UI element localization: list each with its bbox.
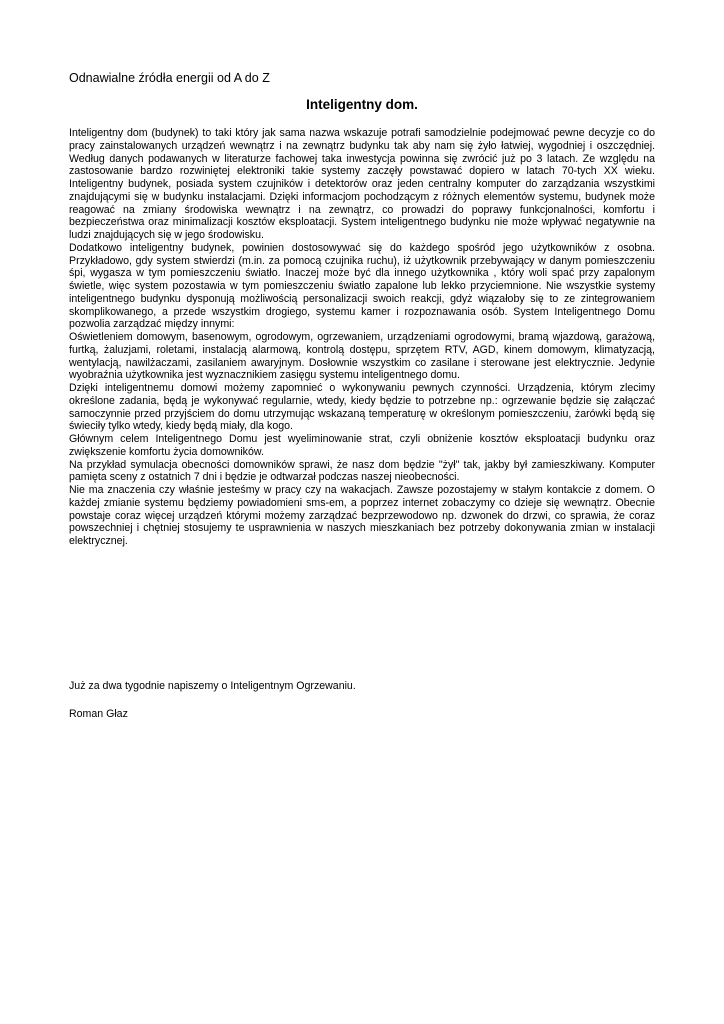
paragraph-personalization: Dodatkowo inteligentny budynek, powinien dostosowywać się do każdego spośród jego użytkowników z osobna. Przykładowo, gdy system stwierdzi (m.in. za pomocą czujnika ruchu), iż użytkownik przebywający w danym pomieszczeniu śpi, wygasza w tym pomieszczeniu światło. Inaczej może być dla innego użytkownika , który woli spać przy zapalonym świetle, więc system pozostawia w tym pomieszczeniu światło zapalone lub lekko przyciemnione. Nie wszystkie systemy inteligentnego budynku dysponują możliwością personalizacji swoich reakcji, gdyż wiązałoby się to ze zintegrowaniem skomplikowanego, a przede wszystkim drogiego, systemu kamer i rozpoznawania osób. System Inteligentnego Domu pozwolia zarządzać między innymi: [69, 241, 655, 331]
paragraph-presence-simulation: Na przykład symulacja obecności domowników sprawi, że nasz dom będzie "żył" tak, jakby był zamieszkiwany. Komputer pamięta sceny z ostatnich 7 dni i będzie je odtwarzał podczas naszej nieobecności. [69, 458, 655, 484]
paragraph-intro: Inteligentny dom (budynek) to taki który jak sama nazwa wskazuje potrafi samodzielnie podejmować pewne decyzje co do pracy zainstalowanych urządzeń wewnątrz i na zewnątrz budynku tak aby nam się żyło łatwiej, wygodniej i oszczędniej. Według danych podawanych w literaturze fachowej taka inwestycja powinna się zwrócić już po 3 latach. Ze względu na zastosowanie bardzo rozwiniętej elektroniki takie systemy zaczęły powstawać dopiero w latach 70-tych XX wieku. Inteligentny budynek, posiada system czujników i detektorów oraz jeden centralny komputer do zarządzania wszystkimi znajdującymi się w budynku instalacjami. Dzięki informacjom pochodzącym z różnych elementów systemu, budynek może reagować na zmiany środowiska wewnątrz i na zewnątrz, co prowadzi do poprawy funkcjonalności, komfortu i bezpieczeństwa oraz minimalizacji kosztów eksploatacji. System inteligentnego budynku nie może wpływać negatywnie na ludzi znajdujących się w jego środowisku. [69, 127, 655, 241]
paragraph-remote-contact: Nie ma znaczenia czy właśnie jesteśmy w pracy czy na wakacjach. Zawsze pozostajemy w stałym kontakcie z domem. O każdej zmianie systemu będziemy powiadomieni sms-em, a poprzez internet zobaczymy co dzieje się wewnątrz. Obecnie powstaje coraz więcej urządzeń którymi możemy zarządzać bezprzewodowo np. dzwonek do drzwi, co sprawia, że coraz powszechniej i chętniej stosujemy te usprawnienia w naszych mieszkaniach bez potrzeby dokonywania zmian w instalacji elektrycznej. [69, 484, 655, 547]
paragraph-main-goal: Głównym celem Inteligentnego Domu jest wyeliminowanie strat, czyli obniżenie kosztów eksploatacji budynku oraz zwiększenie komfortu życia domowników. [69, 433, 655, 458]
author-name: Roman Głaz [69, 708, 128, 720]
closing-note: Już za dwa tygodnie napiszemy o Inteligentnym Ogrzewaniu. [69, 680, 356, 692]
paragraph-automation: Dzięki inteligentnemu domowi możemy zapomnieć o wykonywaniu pewnych czynności. Urządzenia, którym zlecimy określone zadania, będą je wykonywać regularnie, wtedy, kiedy będzie to potrzebne np.: ogrzewanie będzie się załączać samoczynnie przed przyjściem do domu utrzymując wskazaną temperaturę w określonym pomieszczeniu, żarówki będą się świeciły tylko wtedy, kiedy będą miały, dla kogo. [69, 382, 655, 433]
document-header: Odnawialne źródła energii od A do Z [69, 71, 270, 85]
article-title: Inteligentny dom. [306, 97, 418, 112]
article-body [69, 127, 655, 548]
paragraph-controlled-systems: Oświetleniem domowym, basenowym, ogrodowym, ogrzewaniem, urządzeniami ogrodowymi, bramą wjazdową, garażową, furtką, żaluzjami, roletami, instalacją alarmową, kontrolą dostępu, sprzętem RTV, AGD, kinem domowym, klimatyzacją, wentylacją, nawilżaczami, zasilaniem awaryjnym. Dosłownie wszystkim co zasilane i sterowane jest elektrycznie. Jedynie wyobraźnia użytkownika jest wyznacznikiem zasięgu systemu inteligentnego domu. [69, 331, 655, 382]
